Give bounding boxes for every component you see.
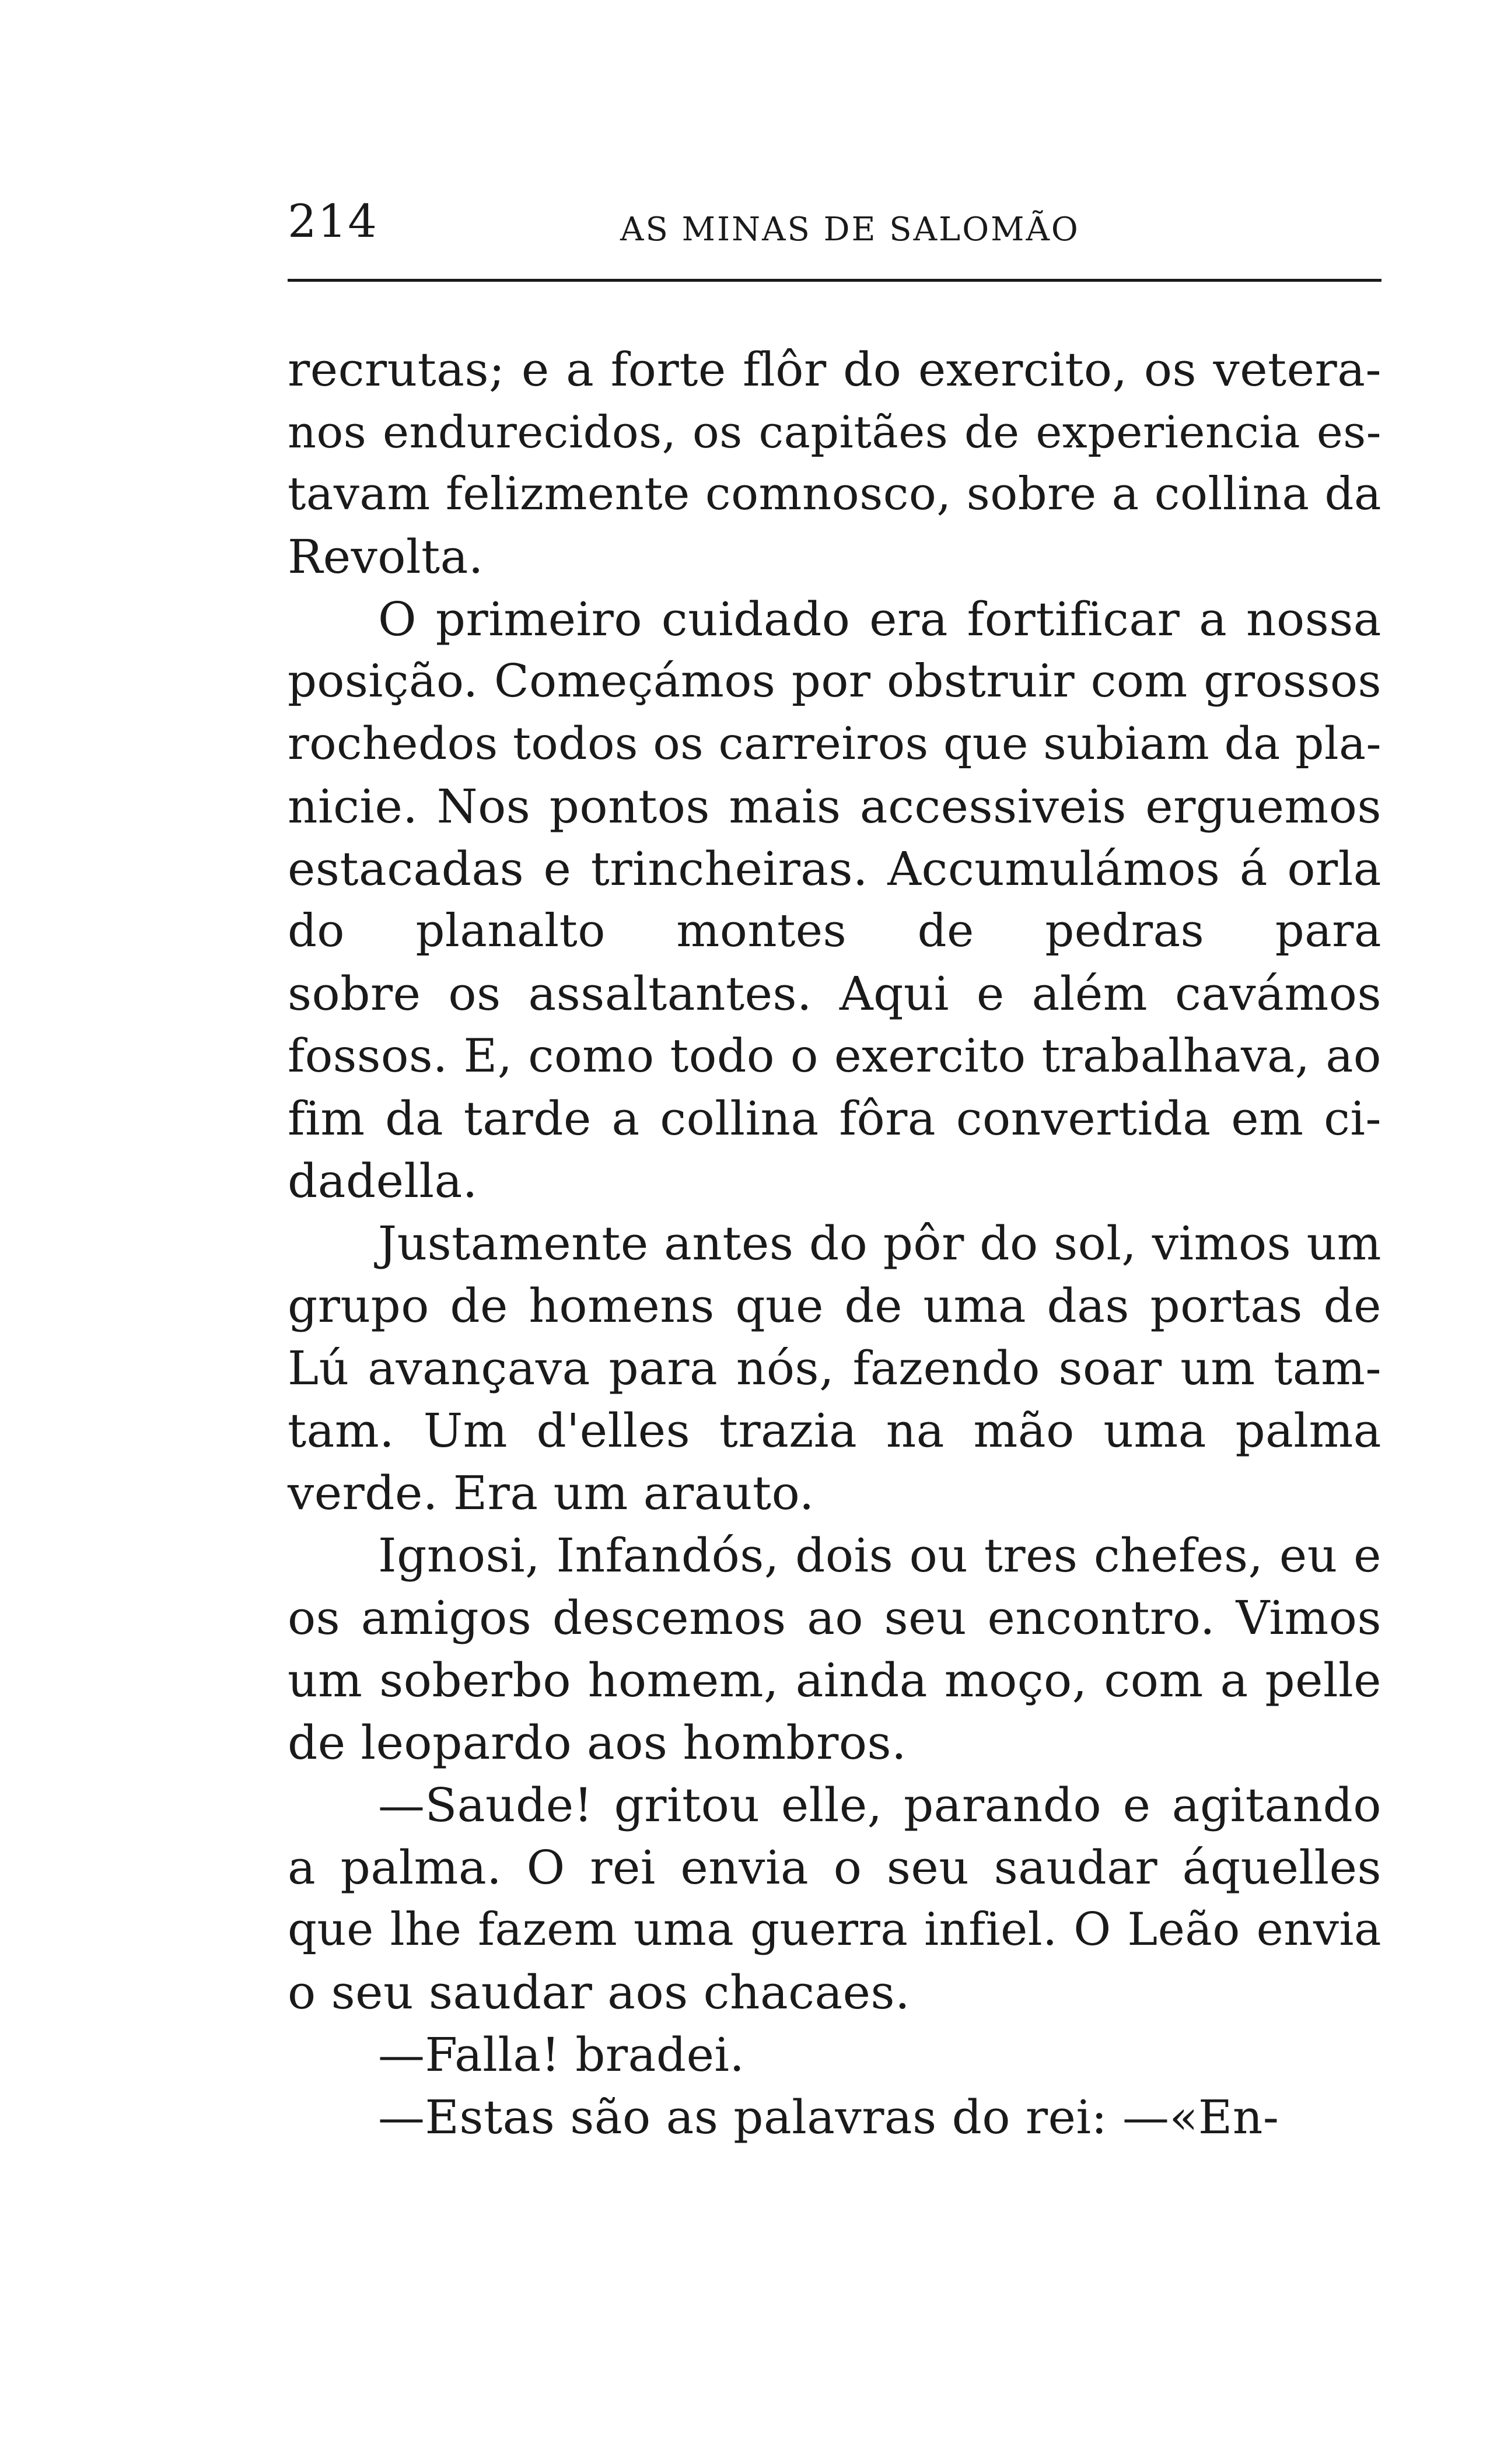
text-line: grupo de homens que de uma das portas de [288,1279,1381,1333]
text-line: sobre os assaltantes. Aqui e além cavámos [288,967,1381,1021]
text-line: a palma. O rei envia o seu saudar áquelles [288,1840,1381,1895]
text-line: tavam felizmente comnosco, sobre a collina da [288,468,1381,520]
text-line: —Estas são as palavras do rei: —«En- [378,2090,1279,2144]
header-rule [288,279,1381,282]
text-line: rochedos todos os carreiros que subiam da pla- [288,718,1381,770]
text-line: verde. Era um arauto. [288,1466,814,1520]
text-line: dadella. [288,1154,478,1208]
text-line: nos endurecidos, os capitães de experiencia es- [288,406,1381,458]
text-line: Ignosi, Infandós, dois ou tres chefes, eu e [378,1528,1381,1583]
text-line: tam. Um d'elles trazia na mão uma palma [288,1404,1381,1458]
text-line: estacadas e trincheiras. Accumulámos á orla [288,842,1381,896]
text-line: fim da tarde a collina fôra convertida em ci- [288,1091,1381,1146]
text-line: os amigos descemos ao seu encontro. Vimos [288,1591,1381,1645]
text-line: que lhe fazem uma guerra infiel. O Leão envia [288,1903,1381,1956]
text-line: Justamente antes do pôr do sol, vimos um [378,1216,1381,1270]
text-line: de leopardo aos hombros. [288,1716,907,1770]
body-text [288,338,1381,2148]
text-line: Lú avançava para nós, fazendo soar um tam- [288,1341,1381,1395]
text-line: do planalto montes de pedras para [288,905,1381,957]
text-line: —Saude! gritou elle, parando e agitando [378,1778,1381,1832]
book-title: AS MINAS DE SALOMÃO [620,211,1080,249]
text-line: posição. Começámos por obstruir com grossos [288,655,1381,708]
text-line: o seu saudar aos chacaes. [288,1965,910,2020]
text-line: O primeiro cuidado era fortificar a nossa [378,592,1381,646]
text-line: recrutas; e a forte flôr do exercito, os vetera- [288,342,1381,397]
running-head [288,192,1381,257]
text-line: fossos. E, como todo o exercito trabalhava, ao [288,1029,1381,1083]
text-line: —Falla! bradei. [378,2028,745,2082]
text-line: um soberbo homem, ainda moço, com a pelle [288,1653,1381,1707]
page-number: 214 [288,195,378,248]
text-line: nicie. Nos pontos mais accessiveis erguemos [288,779,1381,834]
text-line: Revolta. [288,530,484,584]
